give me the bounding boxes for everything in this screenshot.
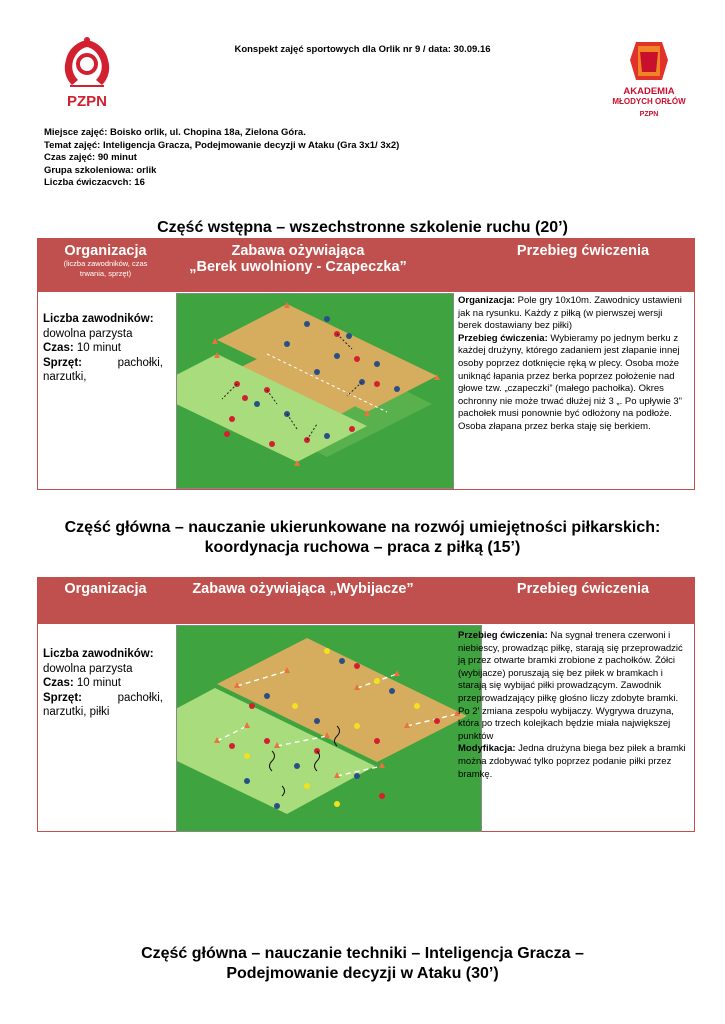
document-title: Konspekt zajęć sportowych dla Orlik nr 9 / data: 30.09.16 bbox=[234, 44, 491, 55]
players-value: dowolna parzysta bbox=[43, 327, 133, 340]
section2-table bbox=[37, 577, 695, 832]
section3-title-line1: Część główna – nauczanie techniki – Inteligencja Gracza – bbox=[141, 945, 584, 962]
equipment-value-1: pachołki, bbox=[117, 691, 163, 704]
time-label: Czas: bbox=[43, 342, 74, 354]
pzpn-logo-text: PZPN bbox=[66, 93, 108, 110]
akademia-logo-line1: AKADEMIA bbox=[623, 86, 675, 97]
section1-col-zabawa-1: Zabawa ożywiająca bbox=[231, 243, 365, 259]
desc-procedure-label: Przebieg ćwiczenia: bbox=[458, 332, 548, 344]
section2-table-header bbox=[38, 578, 694, 624]
section2-col-zabawa: Zabawa ożywiająca „Wybijacze” bbox=[192, 581, 414, 597]
section1-table bbox=[37, 238, 695, 490]
akademia-logo-line3: PZPN bbox=[639, 111, 659, 118]
akademia-logo bbox=[608, 38, 690, 130]
meta-place: Miejsce zajęć: Boisko orlik, ul. Chopina 18a, Zielona Góra. bbox=[44, 127, 306, 138]
section2-description bbox=[458, 630, 686, 781]
equipment-label: Sprzęt: bbox=[43, 691, 82, 704]
equipment-value-2: narzutki, piłki bbox=[43, 706, 110, 718]
section1-field-diagram bbox=[176, 293, 454, 489]
meta-duration: Czas zajęć: 90 minut bbox=[44, 152, 137, 164]
section1-organization bbox=[43, 312, 163, 385]
equipment-value-1: pachołki, bbox=[117, 356, 163, 369]
section1-description bbox=[458, 295, 686, 434]
section2-col-przebieg: Przebieg ćwiczenia bbox=[516, 581, 650, 597]
desc-modification-text: Jedna drużyna biega bez piłek a bramki można zdobywać tylko poprzez podanie piłki przez bramkę. bbox=[458, 743, 686, 780]
players-label: Liczba zawodników: bbox=[43, 313, 154, 325]
section1-col-przebieg: Przebieg ćwiczenia bbox=[516, 243, 650, 259]
desc-organization-label: Organizacja: bbox=[458, 295, 516, 306]
desc-procedure-text: Wybieramy po jednym berku z każdej drużyny, którego zadaniem jest złapanie innej osoby poprzez dotknięcie ręką w plecy. Osoba może uniknąć łapania przez berka poprzez położenie nad głowe tzw. „czapeczki” (małego pachołka). Okres ochronny nie może trwać dłużej niż 3 „. Po upływie 3” pachołek musi ponownie być odłożony na podłoże. Osoba złapana przez berka staję się berkiem. bbox=[458, 332, 682, 432]
players-label: Liczba zawodników: bbox=[43, 648, 154, 660]
desc-procedure-label: Przebieg ćwiczenia: bbox=[458, 630, 548, 641]
desc-organization-text: Pole gry 10x10m. Zawodnicy ustawieni jak na rysunku. Każdy z piłką (w pierwszej wersji berek dostawiany bez piłki) bbox=[458, 295, 682, 332]
section2-title-line1: Część główna – nauczanie ukierunkowane na rozwój umiejętności piłkarskich: bbox=[64, 519, 661, 536]
meta-group: Grupa szkoleniowa: orlik bbox=[44, 164, 157, 176]
section2-organization bbox=[43, 647, 163, 720]
section2-title-line2: koordynacja ruchowa – praca z piłką (15’) bbox=[204, 539, 521, 556]
meta-topic: Temat zajęć: Inteligencja Gracza, Podejmowanie decyzji w Ataku (Gra 3x1/ 3x2) bbox=[44, 139, 400, 151]
meta-count: Liczba ćwiczacvch: 16 bbox=[44, 177, 145, 189]
desc-procedure-text: Na sygnał trenera czerwoni i niebiescy, prowadząc piłkę, starają się przeprowadzić ją przez otwarte bramki zrobione z pachołków. Żółci (wybijacze) poruszają się bez piłek w bramkach i starają się wybijać piłki prowadzącym. Zawodnik przeprowadzający piłkę głośno liczy zdobyte bramki. Po 2’ zmiana zespołu wybijaczy. Wygrywa druzyna, która po trzech kolejkach będzie miała największej punktów bbox=[458, 630, 683, 742]
time-value: 10 minut bbox=[73, 342, 121, 354]
time-value: 10 minut bbox=[73, 677, 121, 689]
section2-col-organizacja: Organizacja bbox=[64, 581, 147, 597]
section1-col-zabawa-2: „Berek uwolniony - Czapeczka” bbox=[189, 259, 407, 275]
section1-title: Część wstępna – wszechstronne szkolenie ruchu (20’) bbox=[157, 219, 568, 236]
section1-col-organizacja: Organizacja bbox=[64, 243, 147, 259]
session-meta bbox=[44, 127, 399, 190]
equipment-value-2: narzutki, bbox=[43, 371, 87, 383]
section3-title-line2: Podejmowanie decyzji w Ataku (30’) bbox=[226, 965, 499, 982]
section1-col-organizacja-sub: (liczba zawodników, czas trwania, sprzęt) bbox=[63, 259, 148, 278]
time-label: Czas: bbox=[43, 677, 74, 689]
players-value: dowolna parzysta bbox=[43, 662, 133, 675]
desc-modification-label: Modyfikacja: bbox=[458, 743, 516, 755]
section1-table-header bbox=[38, 239, 694, 292]
akademia-logo-line2: MŁODYCH ORŁÓW bbox=[612, 97, 686, 106]
section2-field-diagram bbox=[176, 625, 482, 832]
equipment-label: Sprzęt: bbox=[43, 356, 82, 369]
